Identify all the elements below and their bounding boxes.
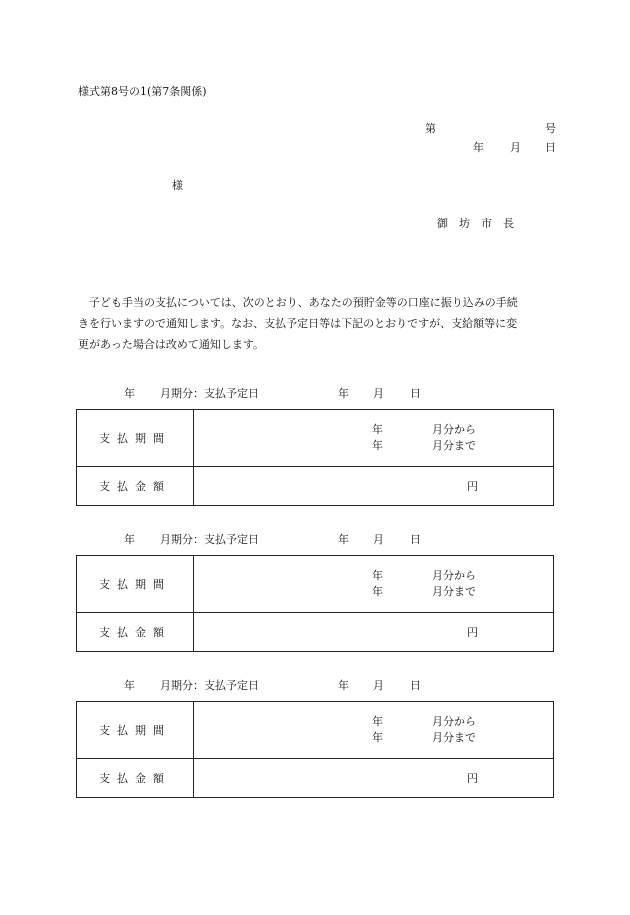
to-month-suffix: 月分まで: [432, 731, 476, 744]
amount-row-label: 支払金額: [77, 759, 194, 798]
to-month-suffix: 月分まで: [432, 585, 476, 598]
period-cell: [194, 702, 554, 759]
date-year: 年: [473, 141, 484, 154]
pay-date-month: 月: [373, 679, 384, 692]
pay-date-year: 年: [338, 679, 349, 692]
pay-date-year: 年: [338, 533, 349, 546]
section-year: 年: [124, 387, 135, 400]
notice-paragraph: [78, 292, 558, 355]
date-day: 日: [545, 141, 556, 154]
yen-unit: 円: [467, 626, 478, 639]
to-year: 年: [372, 585, 383, 598]
payment-table: [76, 555, 554, 652]
period-row-label: 支払期間: [77, 556, 194, 613]
pay-date-month: 月: [373, 387, 384, 400]
section-header: [76, 388, 554, 402]
period-row-label: 支払期間: [77, 702, 194, 759]
from-year: 年: [372, 715, 383, 728]
amount-row-label: 支払金額: [77, 467, 194, 506]
to-year: 年: [372, 731, 383, 744]
form-number: 様式第8号の1(第7条関係): [78, 85, 207, 98]
amount-cell: [194, 467, 554, 506]
period-cell: [194, 556, 554, 613]
pay-date-year: 年: [338, 387, 349, 400]
amount-cell: [194, 613, 554, 652]
from-month-suffix: 月分から: [432, 423, 476, 436]
sender-name: 御 坊 市 長: [437, 217, 514, 230]
section-header: [76, 534, 554, 548]
section-header: [76, 680, 554, 694]
notice-line-1: 子ども手当の支払については、次のとおり、あなたの預貯金等の口座に振り込みの手続: [89, 296, 518, 309]
amount-row-label: 支払金額: [77, 613, 194, 652]
from-month-suffix: 月分から: [432, 715, 476, 728]
recipient-sama: 様: [172, 179, 183, 192]
to-year: 年: [372, 439, 383, 452]
yen-unit: 円: [467, 772, 478, 785]
pay-date-month: 月: [373, 533, 384, 546]
payment-table: [76, 701, 554, 798]
date-month: 月: [510, 141, 521, 154]
period-row-label: 支払期間: [77, 410, 194, 467]
pay-date-day: 日: [410, 533, 421, 546]
payment-table: [76, 409, 554, 506]
doc-number-dai: 第: [425, 122, 436, 135]
yen-unit: 円: [467, 480, 478, 493]
to-month-suffix: 月分まで: [432, 439, 476, 452]
from-year: 年: [372, 423, 383, 436]
from-year: 年: [372, 569, 383, 582]
amount-cell: [194, 759, 554, 798]
section-year: 年: [124, 533, 135, 546]
from-month-suffix: 月分から: [432, 569, 476, 582]
notice-line-2: きを行いますので通知します。なお、支払予定日等は下記のとおりですが、支給額等に変: [78, 317, 518, 330]
section-period-label: 月期分：支払予定日: [160, 387, 259, 400]
section-year: 年: [124, 679, 135, 692]
section-period-label: 月期分：支払予定日: [160, 679, 259, 692]
pay-date-day: 日: [410, 679, 421, 692]
period-cell: [194, 410, 554, 467]
doc-number-go: 号: [545, 122, 556, 135]
pay-date-day: 日: [410, 387, 421, 400]
section-period-label: 月期分：支払予定日: [160, 533, 259, 546]
notice-line-3: 更があった場合は改めて通知します。: [78, 338, 265, 351]
